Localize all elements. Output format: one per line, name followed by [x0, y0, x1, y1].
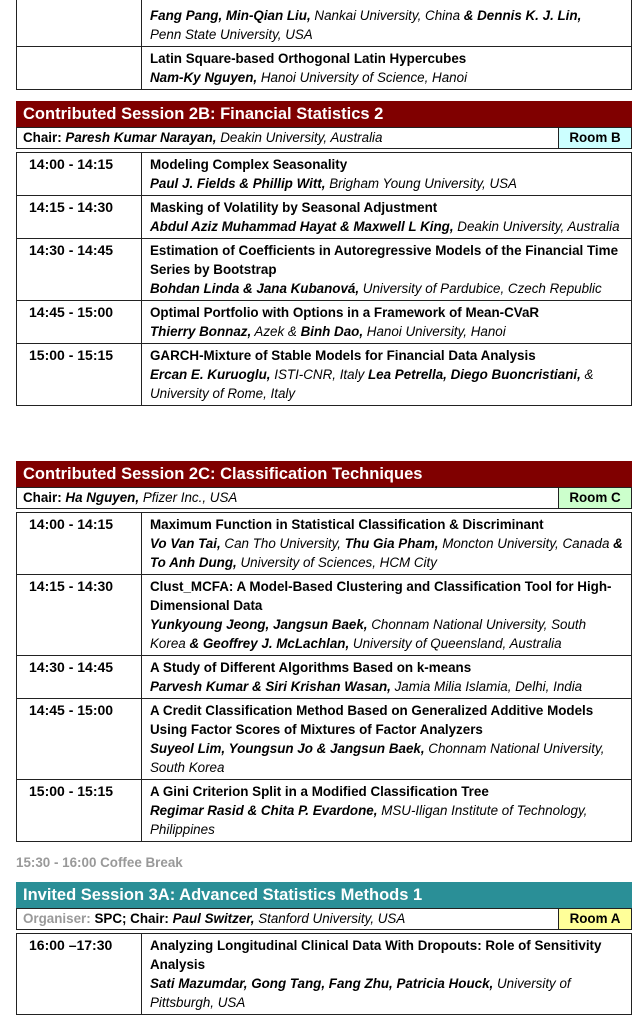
table-row: [17, 153, 632, 196]
talk-title: A Gini Criterion Split in a Modified Classification Tree: [150, 784, 489, 799]
time-cell: 14:00 - 14:15: [17, 153, 142, 196]
session-chair: Organiser: SPC; Chair: Paul Switzer, Stanford University, USA: [23, 911, 406, 926]
talk-title: Analyzing Longitudinal Clinical Data With Dropouts: Role of Sensitivity Analysis: [150, 938, 602, 972]
time-cell: 14:00 - 14:15: [17, 513, 142, 575]
talk-authors: Paul J. Fields & Phillip Witt, Brigham Young University, USA: [150, 176, 517, 191]
talk-authors: Fang Pang, Min-Qian Liu, Nankai University, China & Dennis K. J. Lin, Penn State University, USA: [150, 8, 582, 42]
talk-cell: [142, 196, 632, 239]
time-cell: 14:30 - 14:45: [17, 239, 142, 301]
talk-authors: Nam-Ky Nguyen, Hanoi University of Science, Hanoi: [150, 70, 468, 85]
talk-authors: Regimar Rasid & Chita P. Evardone, MSU-Iligan Institute of Technology, Philippines: [150, 803, 588, 837]
time-cell: [17, 47, 142, 90]
talk-cell: [142, 47, 632, 90]
talk-cell: [142, 656, 632, 699]
table-row: [17, 301, 632, 344]
table-row: [17, 780, 632, 842]
talk-cell: [142, 153, 632, 196]
time-cell: [17, 0, 142, 47]
talk-cell: [142, 780, 632, 842]
talk-authors: Thierry Bonnaz, Azek & Binh Dao, Hanoi University, Hanoi: [150, 324, 506, 339]
session-2a-continuation-table: [16, 0, 632, 90]
talk-title: Masking of Volatility by Seasonal Adjustment: [150, 200, 438, 215]
table-row: [17, 47, 632, 90]
table-row: [17, 239, 632, 301]
talk-cell: [142, 699, 632, 780]
talk-authors: Parvesh Kumar & Siri Krishan Wasan, Jamia Milia Islamia, Delhi, India: [150, 679, 583, 694]
talk-title: A Study of Different Algorithms Based on k-means: [150, 660, 472, 675]
talk-title: Latin Square-based Orthogonal Latin Hypercubes: [150, 51, 467, 66]
talk-title: Estimation of Coefficients in Autoregressive Models of the Financial Time Series by Bootstrap: [150, 243, 619, 277]
talk-title: A Credit Classification Method Based on Generalized Additive Models Using Factor Scores of Mixtures of Factor Analyzers: [150, 703, 594, 737]
session-header: Contributed Session 2B: Financial Statistics 2: [16, 101, 632, 127]
session-chair: Chair: Paresh Kumar Narayan, Deakin University, Australia: [23, 130, 383, 145]
time-cell: 16:00 –17:30: [17, 934, 142, 1015]
talk-cell: [142, 575, 632, 656]
time-cell: 14:15 - 14:30: [17, 196, 142, 239]
talk-cell: [142, 239, 632, 301]
table-row: [17, 196, 632, 239]
talk-title: Clust_MCFA: A Model-Based Clustering and Classification Tool for High-Dimensional Data: [150, 579, 612, 613]
session-2b-table: [16, 152, 632, 406]
session-2c-table: [16, 512, 632, 842]
table-row: [17, 0, 632, 47]
talk-cell: [142, 301, 632, 344]
talk-cell: [142, 513, 632, 575]
table-row: [17, 344, 632, 406]
time-cell: 14:15 - 14:30: [17, 575, 142, 656]
table-row: [17, 656, 632, 699]
session-header: Invited Session 3A: Advanced Statistics Methods 1: [16, 882, 632, 908]
talk-authors: Bohdan Linda & Jana Kubanová, University of Pardubice, Czech Republic: [150, 281, 602, 296]
time-cell: 15:00 - 15:15: [17, 344, 142, 406]
talk-cell: [142, 934, 632, 1015]
room-badge: Room A: [558, 909, 631, 929]
talk-authors: Ercan E. Kuruoglu, ISTI-CNR, Italy Lea Petrella, Diego Buoncristiani, & University of Rome, Italy: [150, 367, 594, 401]
time-cell: 14:45 - 15:00: [17, 699, 142, 780]
talk-title: Maximum Function in Statistical Classification & Discriminant: [150, 517, 544, 532]
coffee-break: 15:30 - 16:00 Coffee Break: [16, 855, 183, 870]
session-chair-row: [16, 487, 632, 509]
talk-title: GARCH-Mixture of Stable Models for Financial Data Analysis: [150, 348, 536, 363]
time-cell: 14:30 - 14:45: [17, 656, 142, 699]
table-row: [17, 934, 632, 1015]
table-row: [17, 575, 632, 656]
session-chair-row: [16, 127, 632, 149]
talk-authors: Suyeol Lim, Youngsun Jo & Jangsun Baek, Chonnam National University, South Korea: [150, 741, 605, 775]
talk-title: Optimal Portfolio with Options in a Framework of Mean-CVaR: [150, 305, 540, 320]
time-cell: 15:00 - 15:15: [17, 780, 142, 842]
talk-authors: Yunkyoung Jeong, Jangsun Baek, Chonnam National University, South Korea & Geoffrey J. McLachlan, University of Queensland, Australia: [150, 617, 587, 651]
room-badge: Room B: [558, 128, 631, 148]
talk-authors: Abdul Aziz Muhammad Hayat & Maxwell L King, Deakin University, Australia: [150, 219, 620, 234]
session-header: Contributed Session 2C: Classification Techniques: [16, 461, 632, 487]
talk-authors: Vo Van Tai, Can Tho University, Thu Gia Pham, Moncton University, Canada & To Anh Dung, University of Sciences, HCM City: [150, 536, 623, 570]
talk-title: Modeling Complex Seasonality: [150, 157, 348, 172]
talk-cell: [142, 0, 632, 47]
session-chair-row: [16, 908, 632, 930]
table-row: [17, 699, 632, 780]
talk-cell: [142, 344, 632, 406]
talk-authors: Sati Mazumdar, Gong Tang, Fang Zhu, Patricia Houck, University of Pittsburgh, USA: [150, 976, 571, 1010]
table-row: [17, 513, 632, 575]
session-chair: Chair: Ha Nguyen, Pfizer Inc., USA: [23, 490, 238, 505]
session-3a-table: [16, 933, 632, 1015]
room-badge: Room C: [558, 488, 631, 508]
time-cell: 14:45 - 15:00: [17, 301, 142, 344]
